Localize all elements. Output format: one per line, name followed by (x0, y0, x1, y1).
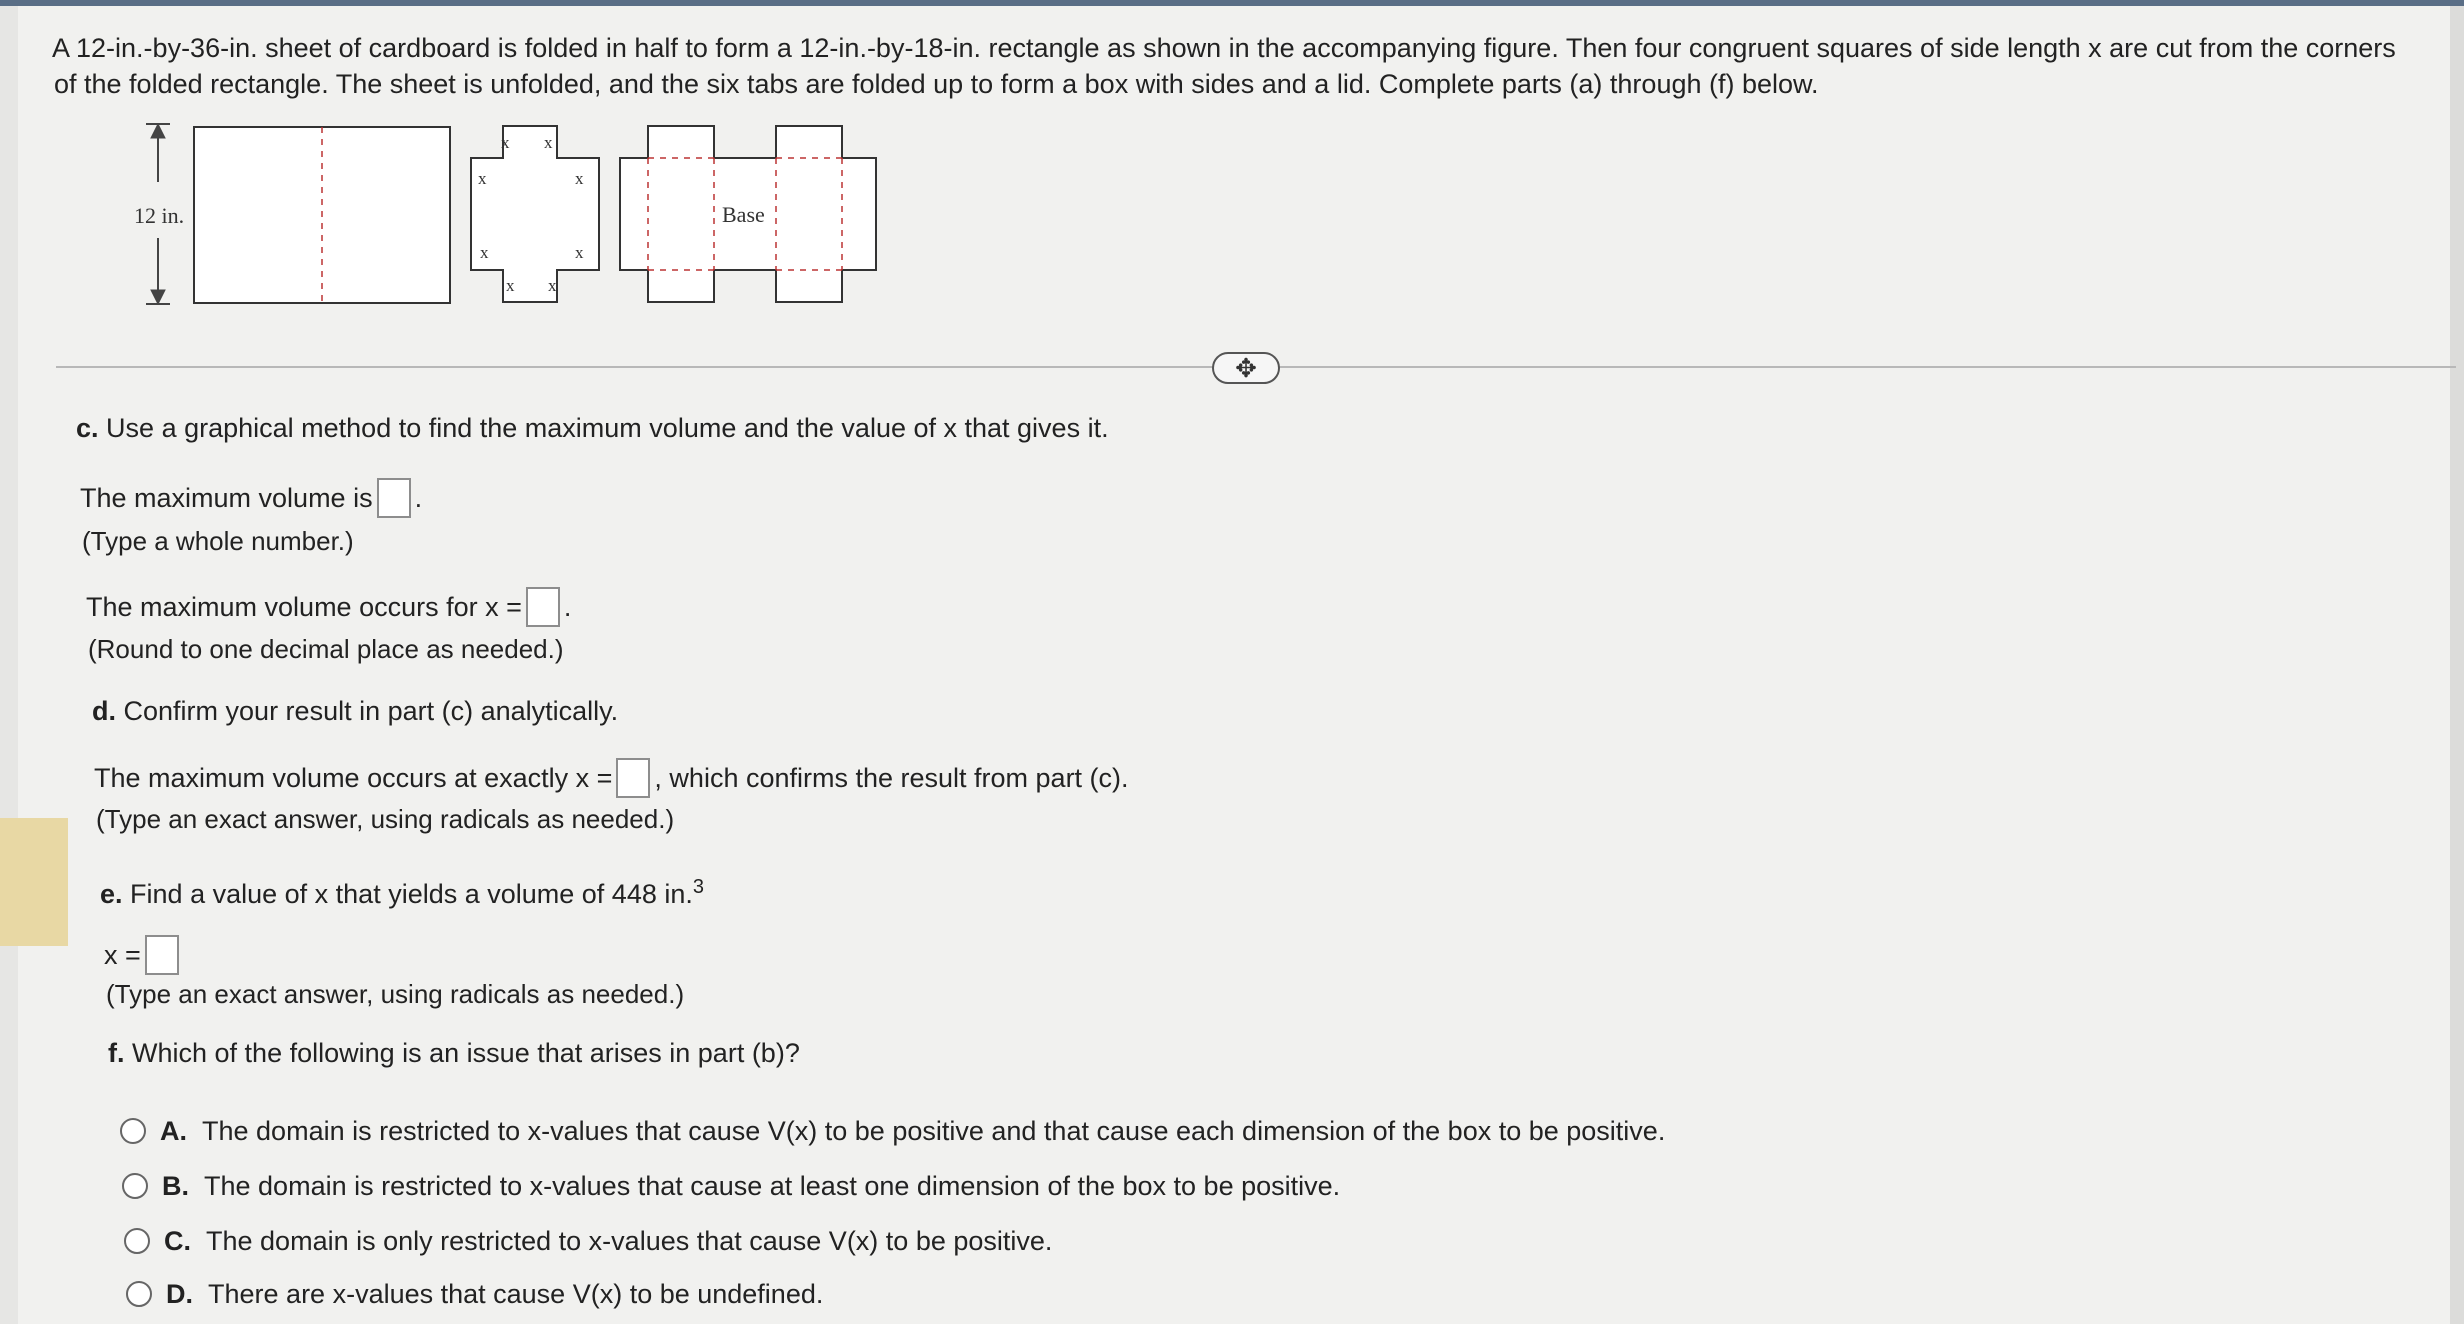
max-volume-hint: (Type a whole number.) (82, 526, 354, 556)
max-volume-question: The maximum volume is . (80, 480, 422, 520)
option-d-letter: D. (166, 1279, 193, 1309)
svg-text:x: x (548, 276, 557, 295)
part-f-text: Which of the following is an issue that arises in part (b)? (132, 1038, 800, 1068)
part-f-prompt (108, 1036, 800, 1070)
height-label: 12 in. (134, 203, 185, 228)
exact-x-hint: (Type an exact answer, using radicals as needed.) (96, 804, 675, 834)
part-c-text: Use a graphical method to find the maximum volume and the value of x that gives it. (106, 413, 1109, 443)
left-margin-strip (0, 6, 18, 1324)
part-e-prompt (100, 870, 704, 911)
max-x-hint: (Round to one decimal place as needed.) (88, 634, 564, 664)
folded-sheet-rect (194, 127, 450, 303)
top-bar (0, 0, 2464, 6)
max-x-label: The maximum volume occurs for x = (86, 592, 522, 623)
cardboard-figure (120, 118, 900, 328)
option-d-text: There are x-values that cause V(x) to be undefined. (208, 1279, 824, 1309)
option-c[interactable] (124, 1224, 1052, 1258)
exact-x-after: , which confirms the result from part (c). (654, 763, 1129, 794)
option-b[interactable] (122, 1169, 1340, 1203)
volume-x-input[interactable] (145, 935, 179, 975)
option-c-radio[interactable] (124, 1228, 150, 1254)
svg-text:x: x (480, 243, 489, 262)
volume-x-question (104, 937, 183, 977)
right-scroll-edge[interactable] (2450, 6, 2464, 1324)
option-b-letter: B. (162, 1171, 189, 1201)
part-c-prompt (76, 411, 1109, 445)
max-volume-input[interactable] (377, 478, 411, 518)
max-volume-label: The maximum volume is (80, 483, 373, 514)
svg-text:x: x (478, 169, 487, 188)
max-x-input[interactable] (526, 587, 560, 627)
move-arrows-icon[interactable]: ✥ (1212, 352, 1280, 384)
unfolded-box-net (620, 126, 876, 302)
base-label: Base (722, 202, 765, 227)
option-d[interactable] (126, 1277, 823, 1311)
max-x-question: The maximum volume occurs for x = . (86, 589, 571, 629)
option-a-letter: A. (160, 1116, 187, 1146)
part-f-letter: f. (108, 1038, 125, 1068)
svg-text:x: x (575, 169, 584, 188)
part-d-text: Confirm your result in part (c) analytically. (123, 696, 619, 726)
part-c-letter: c. (76, 413, 99, 443)
svg-text:x: x (501, 133, 510, 152)
part-d-prompt (92, 694, 618, 728)
svg-text:x: x (544, 133, 553, 152)
option-c-letter: C. (164, 1226, 191, 1256)
option-a-radio[interactable] (120, 1118, 146, 1144)
option-b-radio[interactable] (122, 1173, 148, 1199)
part-d-letter: d. (92, 696, 116, 726)
option-d-radio[interactable] (126, 1281, 152, 1307)
option-a[interactable] (120, 1114, 1665, 1148)
problem-text-line-1: A 12-in.-by-36-in. sheet of cardboard is folded in half to form a 12-in.-by-18-in. rectangle as shown in the accompanying figure. Then four congruent squares of side length x are cut from the corners (52, 33, 2396, 63)
exact-x-label: The maximum volume occurs at exactly x = (94, 763, 613, 794)
part-e-text: Find a value of x that yields a volume of 448 in. (130, 879, 693, 909)
svg-text:x: x (506, 276, 515, 295)
volume-x-label: x = (104, 940, 141, 971)
current-question-marker (0, 818, 68, 946)
exact-x-input[interactable] (616, 758, 650, 798)
option-a-text: The domain is restricted to x-values that cause V(x) to be positive and that cause each dimension of the box to be positive. (202, 1116, 1666, 1146)
volume-x-hint: (Type an exact answer, using radicals as needed.) (106, 979, 685, 1009)
option-c-text: The domain is only restricted to x-values that cause V(x) to be positive. (206, 1226, 1053, 1256)
exact-x-question (94, 760, 1129, 800)
option-b-text: The domain is restricted to x-values that cause at least one dimension of the box to be positive. (204, 1171, 1341, 1201)
part-e-letter: e. (100, 879, 123, 909)
svg-text:x: x (575, 243, 584, 262)
cut-corners-sheet (471, 126, 599, 302)
problem-text-line-2: of the folded rectangle. The sheet is unfolded, and the six tabs are folded up to form a box with sides and a lid. Complete parts (a) through (f) below. (54, 69, 1819, 99)
part-e-exponent: 3 (692, 876, 704, 898)
